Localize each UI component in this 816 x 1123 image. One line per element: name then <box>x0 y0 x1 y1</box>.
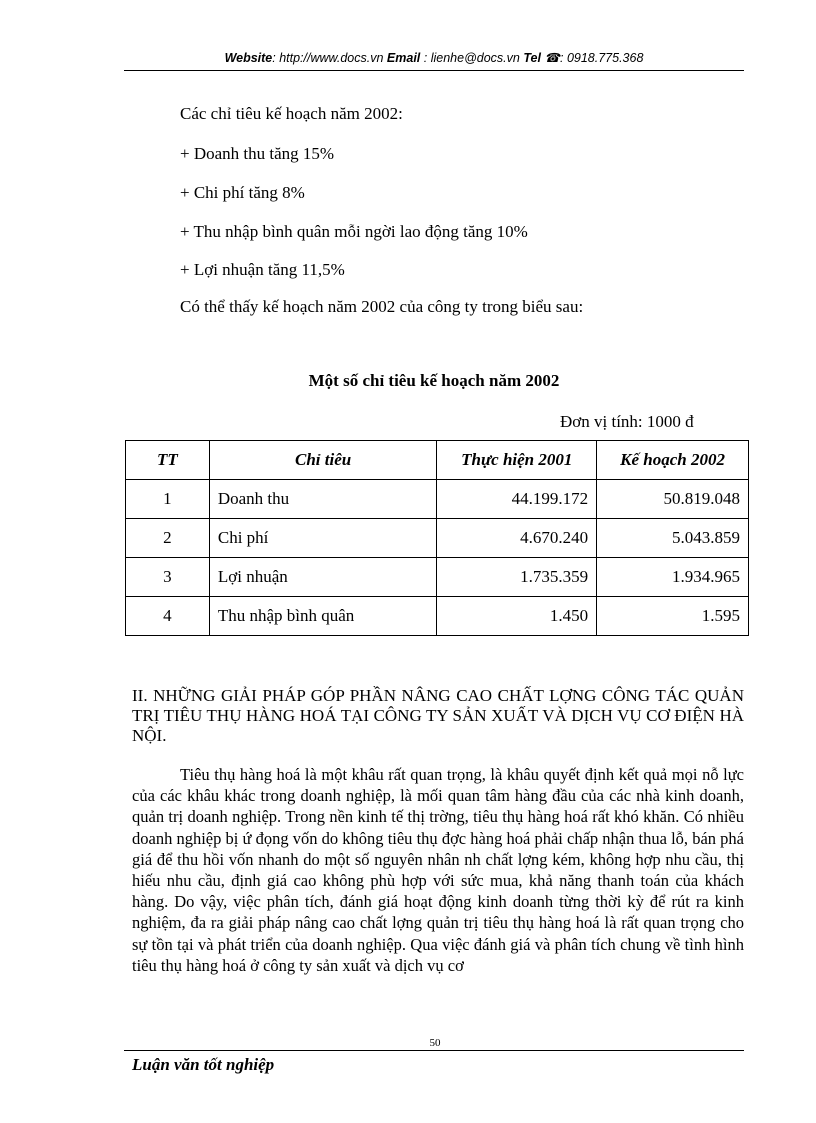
column-header-actual-2001: Thực hiện 2001 <box>437 441 597 480</box>
table-header-row <box>126 441 749 480</box>
table-row <box>126 519 749 558</box>
page-number: 50 <box>429 1037 441 1049</box>
row-number: 1 <box>126 480 210 519</box>
section-heading: II. NHỮNG GIẢI PHÁP GÓP PHẦN NÂNG CAO CHẤT LỢNG CÔNG TÁC QUẢN TRỊ TIÊU THỤ HÀNG HOÁ TẠI CÔNG TY SẢN XUẤT VÀ DỊCH VỤ CƠ ĐIỆN HÀ NỘI. <box>132 686 744 745</box>
intro-line: Các chỉ tiêu kế hoạch năm 2002: <box>180 104 403 123</box>
table-row <box>126 558 749 597</box>
email-label: Email <box>386 51 421 65</box>
row-plan-2002: 5.043.859 <box>597 519 749 558</box>
row-plan-2002: 50.819.048 <box>597 480 749 519</box>
plan-table <box>125 440 749 636</box>
row-indicator: Lợi nhuận <box>209 558 437 597</box>
tel-label: Tel <box>523 51 541 65</box>
phone-icon: ☎ <box>544 51 560 65</box>
intro-line: + Thu nhập bình quân mỗi ngời lao động tăng 10% <box>180 222 528 241</box>
tel-value: : 0918.775.368 <box>560 51 644 65</box>
page-header <box>124 50 744 65</box>
column-header-plan-2002: Kế hoạch 2002 <box>597 441 749 480</box>
row-actual-2001: 1.735.359 <box>437 558 597 597</box>
row-indicator: Chi phí <box>209 519 437 558</box>
row-number: 3 <box>126 558 210 597</box>
row-actual-2001: 1.450 <box>437 597 597 636</box>
column-header-indicator: Chỉ tiêu <box>209 441 437 480</box>
row-plan-2002: 1.595 <box>597 597 749 636</box>
footer-title: Luận văn tốt nghiệp <box>132 1055 275 1074</box>
row-actual-2001: 44.199.172 <box>437 480 597 519</box>
table-row <box>126 597 749 636</box>
table-title: Một số chỉ tiêu kế hoạch năm 2002 <box>308 371 560 390</box>
intro-line: Có thể thấy kế hoạch năm 2002 của công ty trong biểu sau: <box>180 297 584 316</box>
body-paragraph: Tiêu thụ hàng hoá là một khâu rất quan trọng, là khâu quyết định kết quả mọi nỗ lực của các khâu khác trong doanh nghiệp, là mối quan tâm hàng đầu của các nhà kinh doanh, quản trị doanh nghiệp. Trong nền kinh tế thị trờng, tiêu thụ hàng hoá rất khó khăn. Có nhiều doanh nghiệp bị ứ đọng vốn do không tiêu thụ đợc hàng hoá phải chấp nhận thua lỗ, bán phá giá để thu hồi vốn nhanh do một số nguyên nhân nh chất lợng kém, không hợp nhu cầu, thị hiếu nhu cầu, định giá cao không phù hợp với sức mua, khả năng thanh toán của khách hàng. Do vậy, việc phân tích, đánh giá hoạt động kinh doanh từng thời kỳ để rút ra kinh nghiệm, đa ra giải pháp nâng cao chất lợng quản trị tiêu thụ hàng hoá là rất quan trọng cho sự tồn tại và phát triển của doanh nghiệp. Qua việc đánh giá và phân tích chung về tình hình tiêu thụ hàng hoá ở công ty sản xuất và dịch vụ cơ <box>132 765 744 975</box>
row-number: 4 <box>126 597 210 636</box>
row-actual-2001: 4.670.240 <box>437 519 597 558</box>
row-indicator: Doanh thu <box>209 480 437 519</box>
row-indicator: Thu nhập bình quân <box>209 597 437 636</box>
row-number: 2 <box>126 519 210 558</box>
website-value: : http://www.docs.vn <box>272 51 384 65</box>
table-unit: Đơn vị tính: 1000 đ <box>560 412 694 431</box>
header-divider <box>124 70 744 71</box>
email-value: : lienhe@docs.vn <box>423 51 520 65</box>
footer-divider <box>124 1050 744 1051</box>
row-plan-2002: 1.934.965 <box>597 558 749 597</box>
website-label: Website <box>224 51 273 65</box>
column-header-tt: TT <box>126 441 210 480</box>
intro-line: + Lợi nhuận tăng 11,5% <box>180 260 345 279</box>
table-row <box>126 480 749 519</box>
intro-line: + Chi phí tăng 8% <box>180 183 305 202</box>
intro-line: + Doanh thu tăng 15% <box>180 144 335 163</box>
